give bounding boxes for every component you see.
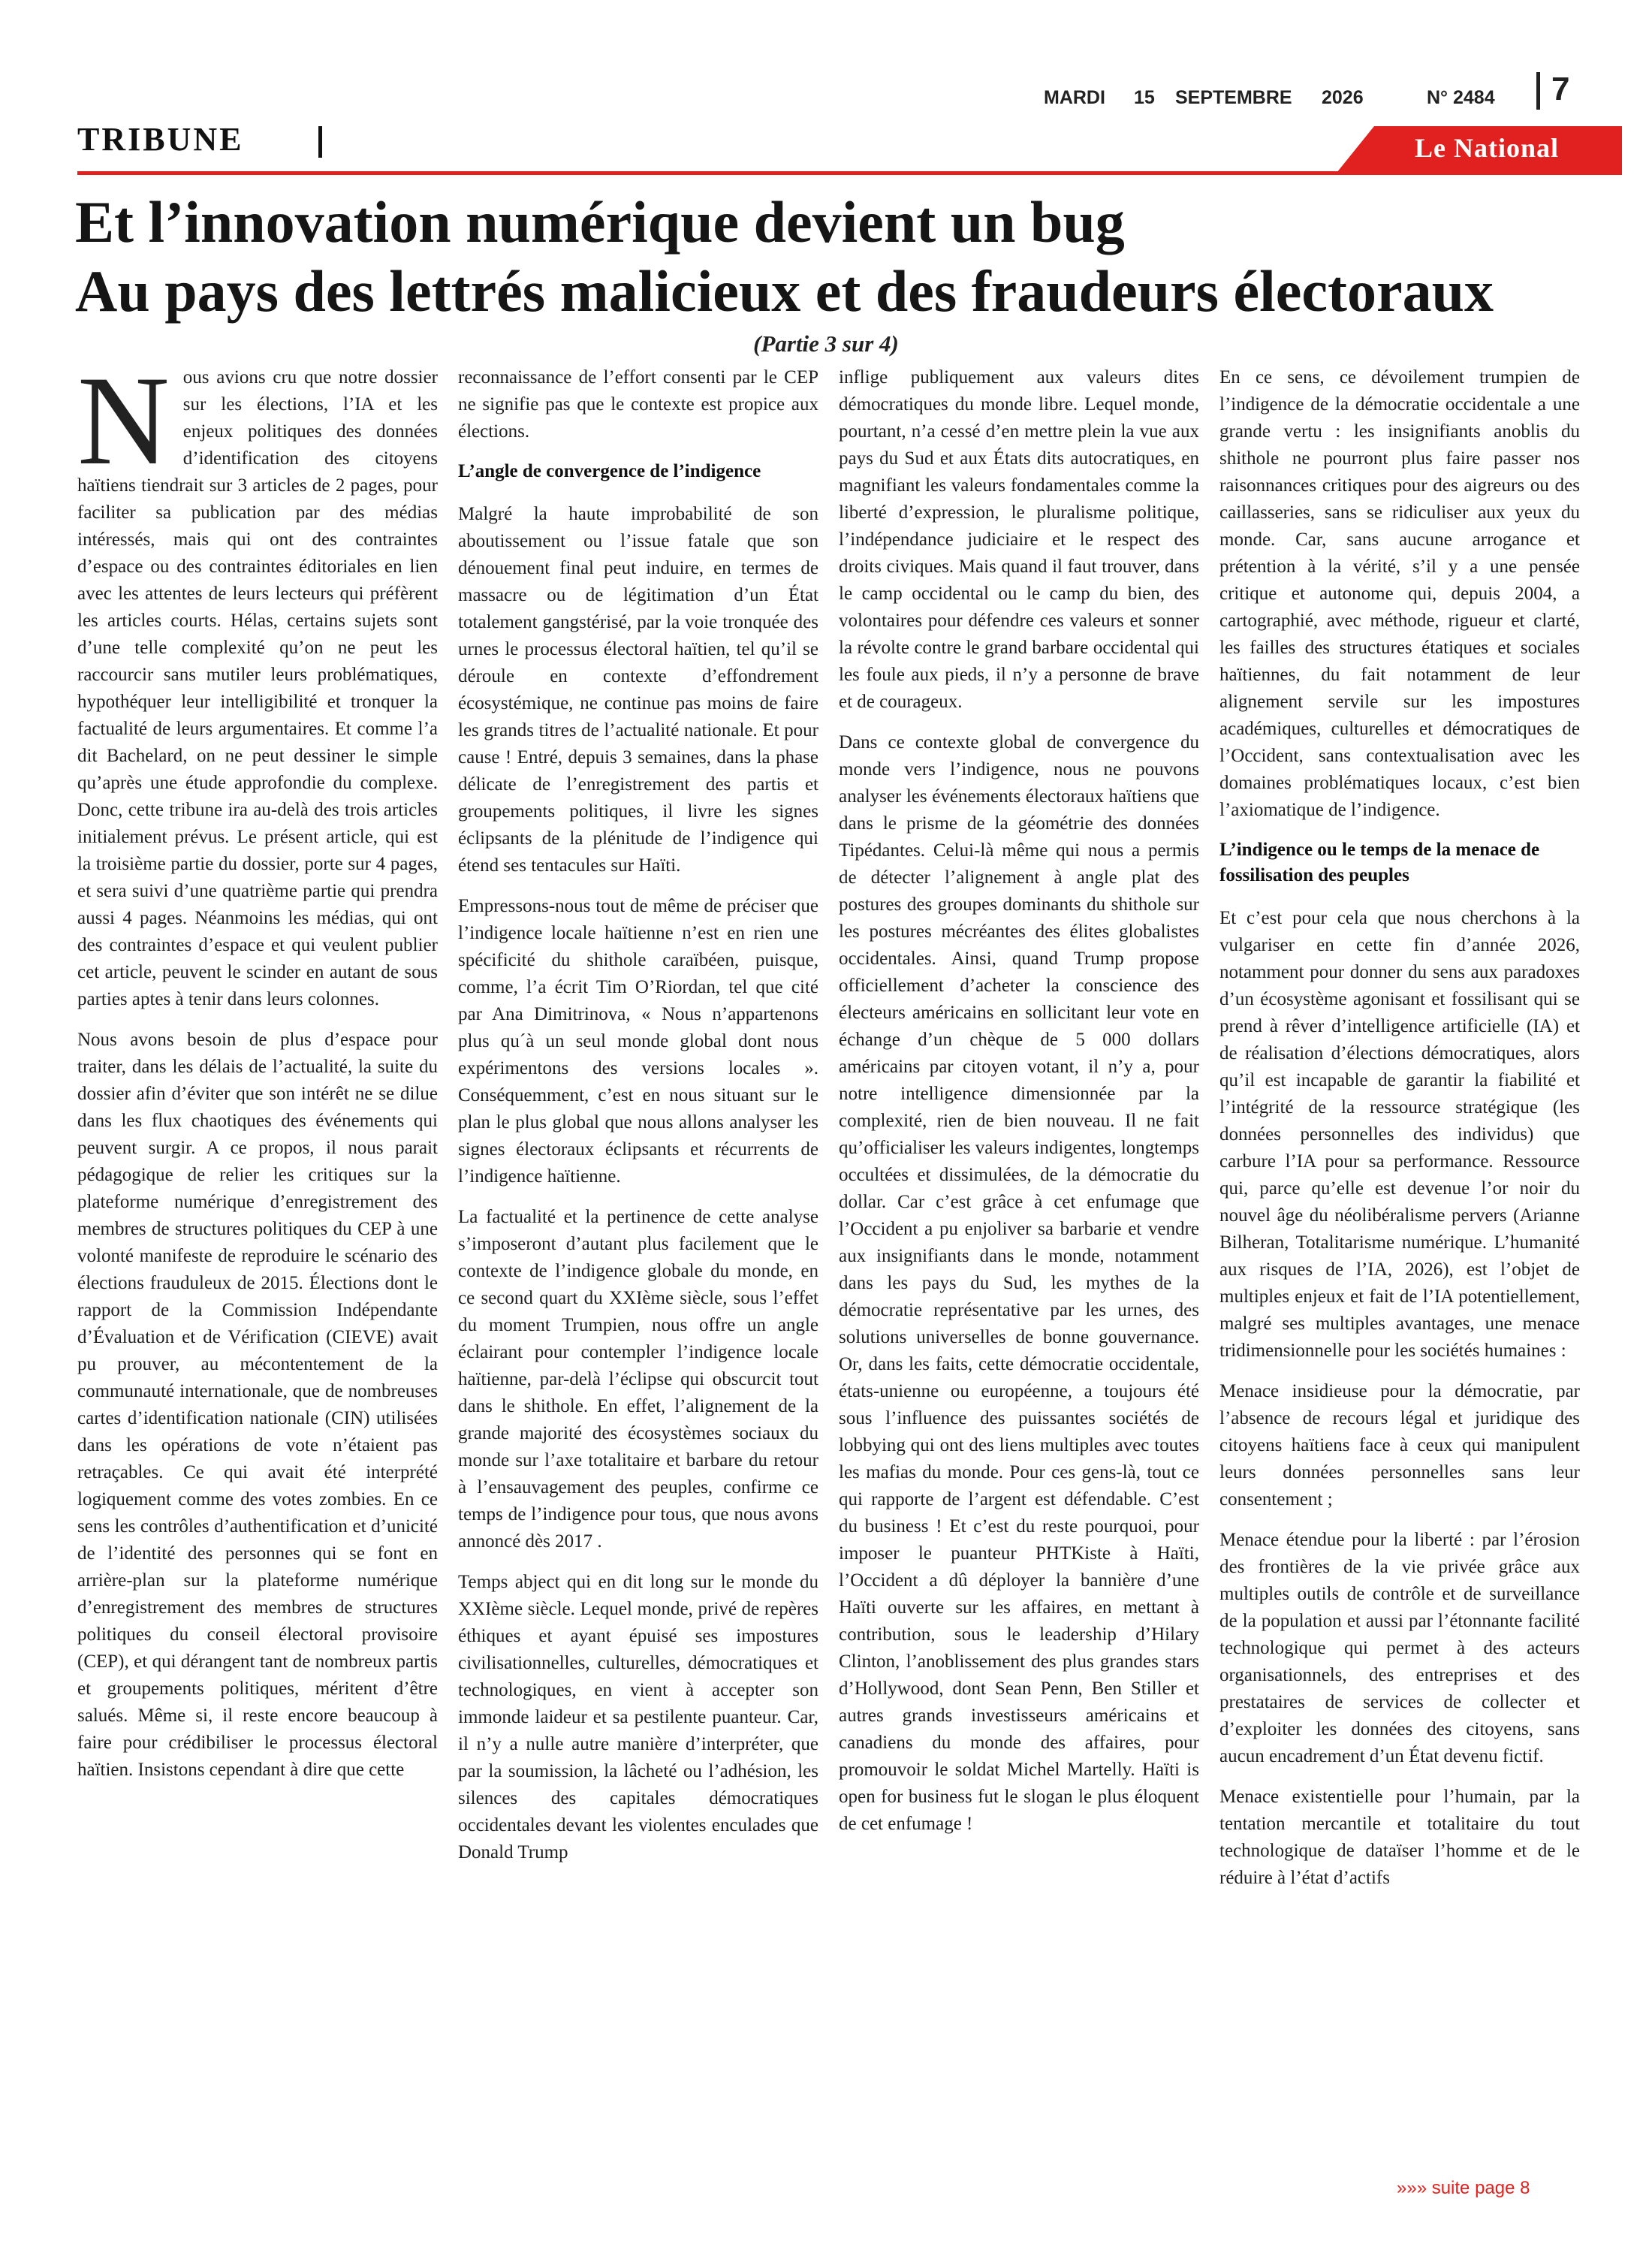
paragraph <box>77 364 438 1013</box>
continued-link[interactable]: »»» suite page 8 <box>1397 2178 1530 2198</box>
drop-cap: N <box>77 364 170 491</box>
article-column-2 <box>458 364 818 2167</box>
masthead-issue: N° 2484 <box>1427 87 1495 108</box>
masthead-weekday: MARDI <box>1044 87 1105 108</box>
headline-line-1: Et l’innovation numérique devient un bug <box>75 189 1125 255</box>
rubric-divider <box>318 126 322 158</box>
header-rule <box>77 171 1622 175</box>
paragraph: En ce sens, ce dévoilement trumpien de l’indigence de la démocratie occidentale a une grande vertu : les insignifiants anoblis du shithole ne pourront plus faire passer nos raisonnances critiques pour des aigreurs ou des caillasseries, sans se ridiculiser aux yeux du monde. Car, sans aucune arrogance et prétention à la vérité, s’il y a une pensée critique et autonome qui, depuis 2004, a cartographié, avec méthode, rigueur et clarté, les failles des structures étatiques et sociales haïtiennes, du fait notamment de leur alignement servile sur les impostures académiques, culturelles et démocratiques de l’Occident, sans contextualisation avec les domaines problématiques locaux, c’est bien l’axiomatique de l’indigence. <box>1219 367 1580 820</box>
section-rubric: TRIBUNE <box>77 121 244 158</box>
masthead-day: 15 <box>1134 87 1155 108</box>
masthead-month: SEPTEMBRE <box>1175 87 1292 108</box>
masthead-divider <box>1536 72 1540 110</box>
article-column-1 <box>77 364 438 2167</box>
paragraph: reconnaissance de l’effort consenti par le CEP ne signifie pas que le contexte est propice aux élections. <box>458 367 818 442</box>
article-headline <box>75 188 1622 326</box>
article-column-4 <box>1219 364 1580 2167</box>
paragraph: inflige publiquement aux valeurs dites démocratiques du monde libre. Lequel monde, pourtant, n’a cessé d’en mettre plein la vue aux pays du Sud et aux États dits autocratiques, en magnifiant les valeurs fondamentales comme la liberté d’expression, le pluralisme politique, l’indépendance judiciaire et le respect des droits civiques. Mais quand il faut trouver, dans le camp occidental ou le camp du bien, des volontaires pour défendre ces valeurs et sonner la révolte contre le grand barbare occidental qui les foule aux pieds, il n’y a personne de brave et de courageux. <box>839 367 1199 712</box>
page-number: 7 <box>1551 71 1570 107</box>
masthead-year: 2026 <box>1322 87 1364 108</box>
subheading: L’angle de convergence de l’indigence <box>458 461 761 481</box>
paragraph: Nous avons besoin de plus d’espace pour traiter, dans les délais de l’actualité, la suite du dossier afin d’éviter que son intérêt ne se dilue dans les flux chaotiques des événements qui peuvent surgir. A ce propos, il nous parait pédagogique de relier les critiques sur la plateforme numérique d’enregistrement des membres de structures politiques du CEP à une volonté manifeste de reproduire le scénario des élections frauduleux de 2015. Élections dont le rapport de la Commission Indépendante d’Évaluation et de Vérification (CIEVE) avait pu prouver, au mécontentement de la communauté internationale, que de nombreuses cartes d’identification nationale (CIN) utilisées dans les opérations de vote n’étaient pas retraçables. Ce qui avait été interprété logiquement comme des votes zombies. En ce sens les contrôles d’authentification et d’unicité de l’identité des personnes qui se font en arrière-plan sur la plateforme numérique d’enregistrement des membres de structures politiques du conseil électoral provisoire (CEP), et qui dérangent tant de nombreux partis et groupements politiques, méritent d’être salués. Même si, il reste encore beaucoup à faire pour crédibiliser le processus électoral haïtien. Insistons cependant à dire que cette <box>77 1030 438 1780</box>
paragraph: Temps abject qui en dit long sur le monde du XXIème siècle. Lequel monde, privé de repères éthiques et ayant épuisé ses impostures civilisationnelles, culturelles, démocratiques et technologiques, en vient à accepter son immonde laideur et sa pestilente puanteur. Car, il n’y a nulle autre manière d’interpréter, que par la soumission, la lâcheté ou l’adhésion, les silences des capitales démocratiques occidentales devant les violentes enculades que Donald Trump <box>458 1572 818 1862</box>
masthead-date-line <box>1044 81 1562 116</box>
paragraph-text: ous avions cru que notre dossier sur les élections, l’IA et les enjeux politiques des données d’identification des citoyens haïtiens tiendrait sur 3 articles de 2 pages, pour faciliter sa publication par des médias intéressés, mais qui ont des contraintes d’espace ou des contraintes éditoriales en lien avec les attentes de leurs lecteurs qui préfèrent les articles courts. Hélas, certains sujets sont d’une telle complexité qu’on ne peut les raccourcir sans mutiler leurs problématiques, hypothéquer leur intelligibilité et tronquer la factualité de leurs argumentaires. Et comme l’a dit Bachelard, on ne peut dessiner le simple qu’après une étude approfondie du complexe. Donc, cette tribune ira au-delà des trois articles initialement prévus. Le présent article, qui est la troisième partie du dossier, porte sur 4 pages, et sera suivi d’une quatrième partie qui prendra aussi 4 pages. Néanmoins les médias, qui ont des contraintes d’espace et qui veulent publier cet article, peuvent le scinder en autant de sous parties aptes à tenir dans leurs colonnes. <box>77 367 438 1009</box>
paragraph: Menace insidieuse pour la démocratie, par l’absence de recours légal et juridique des citoyens haïtiens face à ceux qui manipulent leurs données personnelles sans leur consentement ; <box>1219 1381 1580 1510</box>
paragraph: Empressons-nous tout de même de préciser que l’indigence locale haïtienne n’est en rien une spécificité du shithole caraïbéen, puisque, comme, l’a écrit Tim O’Riordan, tel que cité par Ana Dimitrinova, « Nous n’appartenons plus qu´à un seul monde global dont nous expérimentons des versions locales ». Conséquemment, c’est en nous situant sur le plan le plus global que nous allons analyser les signes électoraux éclipsants et récurrents de l’indigence haïtienne. <box>458 896 818 1187</box>
headline-line-2: Au pays des lettrés malicieux et des fraudeurs électoraux <box>75 258 1494 324</box>
paragraph: Et c’est pour cela que nous cherchons à la vulgariser en cette fin d’année 2026, notamment pour donner du sens aux paradoxes d’un écosystème agonisant et fossilisant qui se prend à rêver d’intelligence artificielle (IA) et de réalisation d’élections démocratiques, alors qu’il est incapable de garantir la fiabilité et l’intégrité de la ressource stratégique (les données personnelles des individus) que carbure l’IA pour sa performance. Ressource qui, parce qu’elle est devenue l’or noir du nouvel âge du néolibéralisme pervers (Arianne Bilheran, Totalitarisme numérique. L’humanité aux risques de l’IA, 2026), est l’objet de multiples enjeux et fait de l’IA potentiellement, malgré ses multiples avantages, une menace tridimensionnelle pour les sociétés humaines : <box>1219 908 1580 1361</box>
subheading: L’indigence ou le temps de la menace de fossilisation des peuples <box>1219 840 1540 885</box>
brand-name: Le National <box>1414 133 1559 163</box>
paragraph: Menace existentielle pour l’humain, par la tentation mercantile et totalitaire du tout technologique de dataïser l’homme et de le réduire à l’état d’actifs <box>1219 1787 1580 1888</box>
paragraph: La factualité et la pertinence de cette analyse s’imposeront d’autant plus facilement que le contexte de l’indigence globale du monde, en ce second quart du XXIème siècle, sous l’effet du moment Trumpien, nous offre un angle éclairant pour contempler l’indigence locale haïtienne, par-delà l’éclipse qui obscurcit tout dans le shithole. En effet, l’alignement de la grande majorité des écosystèmes sociaux du monde sur l’axe totalitaire et barbare du retour à l’ensauvagement des peuples, confirme ce temps de l’indigence pour tous, que nous avons annoncé dès 2017 . <box>458 1207 818 1552</box>
article-part-label: (Partie 3 sur 4) <box>753 330 899 357</box>
paragraph: Menace étendue pour la liberté : par l’érosion des frontières de la vie privée grâce aux multiples outils de contrôle et de surveillance de la population et aussi par l’étonnante facilité technologique qui permet à des acteurs organisationnels, des entreprises et des prestataires de services de collecter et d’exploiter les données des citoyens, sans aucun encadrement d’un État devenu fictif. <box>1219 1530 1580 1766</box>
article-column-3 <box>839 364 1199 2167</box>
paragraph: Dans ce contexte global de convergence du monde vers l’indigence, nous ne pouvons analyser les événements électoraux haïtiens que dans le prisme de la géométrie des données Tipédantes. Celui-là même qui nous a permis de détecter l’alignement à angle plat des postures des groupes dominants du shithole sur les postures mécréantes des élites globalistes occidentales. Ainsi, quand Trump propose officiellement d’acheter la conscience des électeurs américains en sollicitant leur vote en échange d’un chèque de 5 000 dollars américains par citoyen votant, il n’y a, pour notre intelligence dimensionnée par la complexité, rien de bien nouveau. Il ne fait qu’officialiser les valeurs indigentes, longtemps occultées et dissimulées, de la démocratie du dollar. Car c’est grâce à cet enfumage que l’Occident a pu enjoliver sa barbarie et vendre aux insignifiants dans le monde, notamment dans les pays du Sud, les mythes de la démocratie représentative par les urnes, des solutions universelles de bonne gouvernance. Or, dans les faits, cette démocratie occidentale, états-unienne ou européenne, a toujours été sous l’influence des puissantes sociétés de lobbying qui ont des liens multiples avec toutes les mafias du monde. Pour ces gens-là, tout ce qui rapporte de l’argent est défendable. C’est du business ! Et c’est du reste pourquoi, pour imposer le puanteur PHTKiste à Haïti, l’Occident a dû déployer la bannière d’une Haïti ouverte sur les affaires, en mettant à contribution, sous le leadership d’Hilary Clinton, l’anoblissement des plus grandes stars d’Hollywood, dont Sean Penn, Ben Stiller et autres grands investisseurs américains et canadiens du monde des affaires, pour promouvoir le soldat Michel Martelly. Haïti is open for business fut le slogan le plus éloquent de cet enfumage ! <box>839 732 1199 1834</box>
paragraph: Malgré la haute improbabilité de son aboutissement ou l’issue fatale que son dénouement final peut induire, en termes de massacre ou de légitimation d’un État totalement gangstérisé, par la voie tronquée des urnes le processus électoral haïtien, tel qu’il se déroule en contexte d’effondrement écosystémique, ne continue pas moins de faire les grands titres de l’actualité nationale. Et pour cause ! Entré, depuis 3 semaines, dans la phase délicate de l’enregistrement des partis et groupements politiques, il livre les signes éclipsants de la plénitude de l’indigence qui étend ses tentacules sur Haïti. <box>458 504 818 876</box>
